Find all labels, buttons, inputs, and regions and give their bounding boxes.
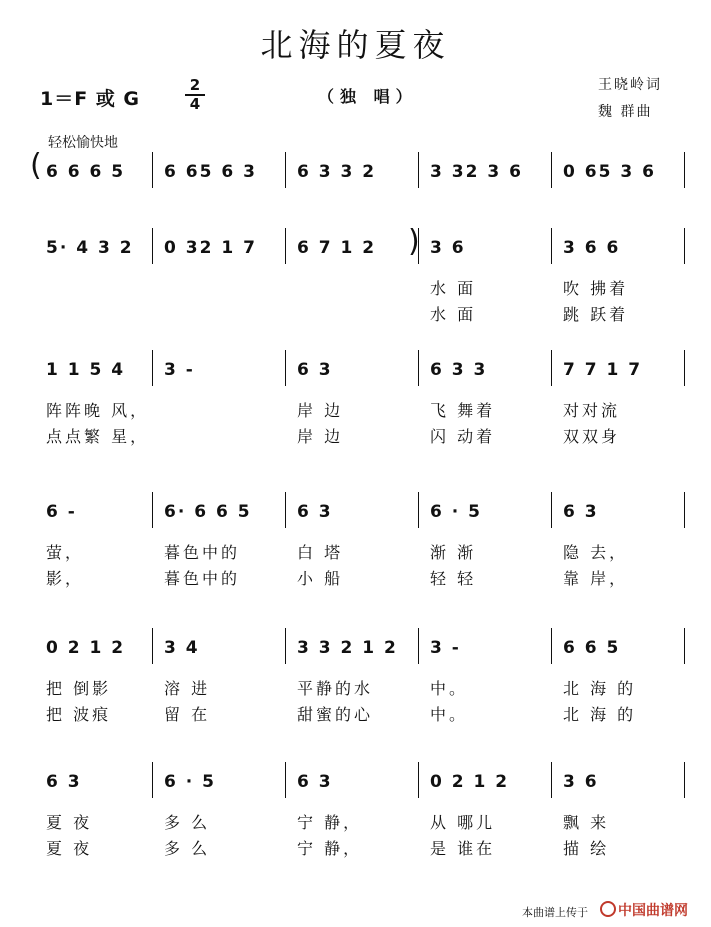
measure-notes: 6 3 3 (430, 360, 488, 380)
lyric-verse-2: 岸 边 (297, 427, 344, 446)
repeat-paren-close: ) (408, 224, 420, 259)
system-5 (0, 628, 711, 738)
lyric-verse-2: 轻 轻 (430, 569, 477, 588)
lyric-verse-2: 暮色中的 (164, 569, 241, 588)
lyric-verse-1: 飞 舞着 (430, 401, 496, 420)
barline (285, 762, 286, 798)
lyric-verse-2: 多 么 (164, 839, 211, 858)
barline (285, 492, 286, 528)
measure-notes: 5· 4 3 2 (46, 238, 134, 258)
barline (418, 628, 419, 664)
system-6 (0, 762, 711, 872)
barline (551, 350, 552, 386)
measure-notes: 3 32 3 6 (430, 162, 523, 182)
measure-notes: 6 3 (297, 360, 333, 380)
barline (152, 628, 153, 664)
measure-notes: 6 3 3 2 (297, 162, 377, 182)
barline (418, 350, 419, 386)
barline (551, 152, 552, 188)
measure-notes: 3 6 6 (563, 238, 621, 258)
barline (551, 628, 552, 664)
measure-notes: 3 - (164, 360, 195, 380)
lyric-verse-1: 飘 来 (563, 813, 610, 832)
site-logo-text: 中国曲谱网 (618, 903, 688, 919)
lyric-verse-2: 点点繁 星， (46, 427, 150, 446)
lyric-verse-1: 隐 去， (563, 543, 629, 562)
barline (684, 762, 685, 798)
measure-notes: 6 3 (46, 772, 82, 792)
measure-notes: 0 32 1 7 (164, 238, 257, 258)
measure-notes: 6 3 (297, 502, 333, 522)
barline (152, 350, 153, 386)
measure-notes: 6· 6 6 5 (164, 502, 252, 522)
measure-notes: 6 - (46, 502, 77, 522)
measure-notes: 3 6 (563, 772, 599, 792)
barline (285, 152, 286, 188)
lyric-verse-1: 北 海 的 (563, 679, 637, 698)
repeat-paren-open: ( (30, 148, 42, 183)
barline (152, 492, 153, 528)
barline (684, 628, 685, 664)
barline (152, 762, 153, 798)
lyric-verse-2: 影， (46, 569, 85, 588)
measure-notes: 3 - (430, 638, 461, 658)
lyric-verse-2: 夏 夜 (46, 839, 93, 858)
lyric-verse-1: 把 倒影 (46, 679, 112, 698)
upload-note: 本曲谱上传于 (522, 906, 588, 919)
lyric-verse-2: 是 谁在 (430, 839, 496, 858)
barline (152, 228, 153, 264)
lyric-verse-2: 留 在 (164, 705, 211, 724)
lyric-verse-1: 平静的水 (297, 679, 374, 698)
lyric-verse-2: 闪 动着 (430, 427, 496, 446)
lyric-verse-1: 渐 渐 (430, 543, 477, 562)
barline (684, 228, 685, 264)
lyric-verse-2: 把 波痕 (46, 705, 112, 724)
lyric-verse-2: 小 船 (297, 569, 344, 588)
lyric-verse-1: 暮色中的 (164, 543, 241, 562)
measure-notes: 3 3 2 1 2 (297, 638, 398, 658)
lyric-verse-2: 跳 跃着 (563, 305, 629, 324)
lyric-verse-2: 甜蜜的心 (297, 705, 374, 724)
barline (684, 350, 685, 386)
lyric-verse-1: 多 么 (164, 813, 211, 832)
measure-notes: 3 4 (164, 638, 200, 658)
barline (418, 492, 419, 528)
time-signature (185, 78, 205, 112)
measure-notes: 6 · 5 (164, 772, 216, 792)
barline (418, 762, 419, 798)
time-signature-denominator: 4 (189, 95, 201, 113)
system-4 (0, 492, 711, 602)
lyric-verse-1: 夏 夜 (46, 813, 93, 832)
measure-notes: 6 3 (297, 772, 333, 792)
tempo-marking: 轻松愉快地 (48, 135, 118, 151)
barline (551, 492, 552, 528)
measure-notes: 6 6 6 5 (46, 162, 126, 182)
measure-notes: 7 7 1 7 (563, 360, 643, 380)
lyric-verse-1: 水 面 (430, 279, 477, 298)
barline (684, 152, 685, 188)
measure-notes: 1 1 5 4 (46, 360, 126, 380)
barline (285, 228, 286, 264)
barline (551, 762, 552, 798)
lyric-verse-2: 宁 静， (297, 839, 363, 858)
lyric-verse-1: 阵阵晚 风， (46, 401, 150, 420)
barline (684, 492, 685, 528)
lyric-verse-2: 中。 (430, 705, 469, 724)
lyric-verse-1: 从 哪儿 (430, 813, 496, 832)
system-3 (0, 350, 711, 460)
barline (285, 350, 286, 386)
performance-type: （独 唱） (318, 87, 418, 106)
measure-notes: 0 65 3 6 (563, 162, 656, 182)
lyric-verse-2: 靠 岸， (563, 569, 629, 588)
lyric-verse-2: 双双身 (563, 427, 621, 446)
time-signature-numerator: 2 (189, 76, 201, 94)
site-logo (600, 900, 688, 920)
logo-icon (600, 901, 616, 917)
lyric-verse-1: 萤， (46, 543, 85, 562)
barline (152, 152, 153, 188)
measure-notes: 6 6 5 (563, 638, 621, 658)
lyric-verse-1: 白 塔 (297, 543, 344, 562)
lyric-verse-1: 中。 (430, 679, 469, 698)
key-signature: 1＝F 或 G (40, 88, 141, 110)
lyric-verse-1: 宁 静， (297, 813, 363, 832)
measure-notes: 6 · 5 (430, 502, 482, 522)
lyric-verse-1: 对对流 (563, 401, 621, 420)
lyric-verse-2: 水 面 (430, 305, 477, 324)
barline (551, 228, 552, 264)
barline (418, 152, 419, 188)
lyricist-credit: 王晓岭词 (598, 77, 662, 93)
lyric-verse-1: 岸 边 (297, 401, 344, 420)
measure-notes: 0 2 1 2 (46, 638, 126, 658)
barline (285, 628, 286, 664)
composer-credit: 魏 群曲 (598, 104, 653, 120)
system-2 (0, 224, 711, 338)
song-title: 北海的夏夜 (260, 26, 451, 64)
measure-notes: 6 7 1 2 (297, 238, 377, 258)
lyric-verse-1: 吹 拂着 (563, 279, 629, 298)
measure-notes: 0 2 1 2 (430, 772, 510, 792)
measure-notes: 3 6 (430, 238, 466, 258)
measure-notes: 6 65 6 3 (164, 162, 257, 182)
lyric-verse-1: 溶 进 (164, 679, 211, 698)
lyric-verse-2: 描 绘 (563, 839, 610, 858)
lyric-verse-2: 北 海 的 (563, 705, 637, 724)
measure-notes: 6 3 (563, 502, 599, 522)
